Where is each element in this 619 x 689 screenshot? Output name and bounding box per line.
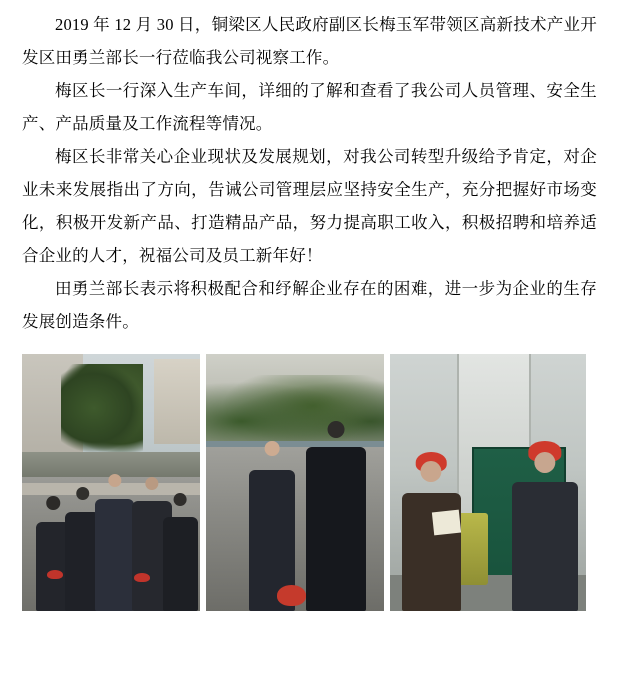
photo1-person-3-body <box>95 499 134 611</box>
paragraph-2: 梅区长一行深入生产车间，详细的了解和查看了我公司人员管理、安全生产、产品质量及工作流程等情况。 <box>22 81 597 133</box>
photo-gallery <box>22 354 597 611</box>
document-body <box>22 8 597 338</box>
photo3-person-2-body <box>512 482 579 611</box>
photo1-trees <box>61 364 143 451</box>
photo1-person-3-head <box>108 474 121 487</box>
photo1-person-3 <box>95 474 134 611</box>
photo2-red-helmet <box>277 585 305 606</box>
photo1-people <box>22 452 200 611</box>
paragraph-1: 2019 年 12 月 30 日，铜梁区人民政府副区长梅玉军带领区高新技术产业开发区田勇兰部长一行莅临我公司视察工作。 <box>22 15 597 67</box>
photo2-person-2-body <box>306 447 367 611</box>
photo1-person-5-body <box>163 517 199 611</box>
photo1-person-4-head <box>145 477 158 490</box>
photo1-person-5 <box>163 493 199 611</box>
photo2-person-2-head <box>327 421 344 438</box>
photo1-person-5-head <box>174 493 187 506</box>
photo-two-people-talking <box>206 354 384 611</box>
photo1-person-2-head <box>76 487 90 501</box>
paragraph-4: 田勇兰部长表示将积极配合和纾解企业存在的困难，进一步为企业的生存发展创造条件。 <box>22 279 597 331</box>
photo2-person-2 <box>306 421 367 611</box>
photo3-document <box>432 509 462 535</box>
photo2-person-1-head <box>264 441 279 456</box>
photo1-red-helmet-1 <box>47 570 63 580</box>
photo-workers-red-helmets <box>390 354 586 611</box>
photo1-building-right <box>154 359 200 444</box>
photo3-person-1-head <box>421 461 442 482</box>
photo1-person-1-head <box>46 496 60 510</box>
photo3-person-2 <box>512 441 579 611</box>
photo1-red-helmet-2 <box>134 573 150 583</box>
photo-group-walking <box>22 354 200 611</box>
photo3-person-2-head <box>534 452 555 473</box>
paragraph-3: 梅区长非常关心企业现状及发展规划，对我公司转型升级给予肯定，对企业未来发展指出了方向，告诫公司管理层应坚持安全生产，充分把握好市场变化，积极开发新产品、打造精品产品，努力提高职工收入，积极招聘和培养适合企业的人才，祝福公司及员工新年好！ <box>22 147 597 265</box>
